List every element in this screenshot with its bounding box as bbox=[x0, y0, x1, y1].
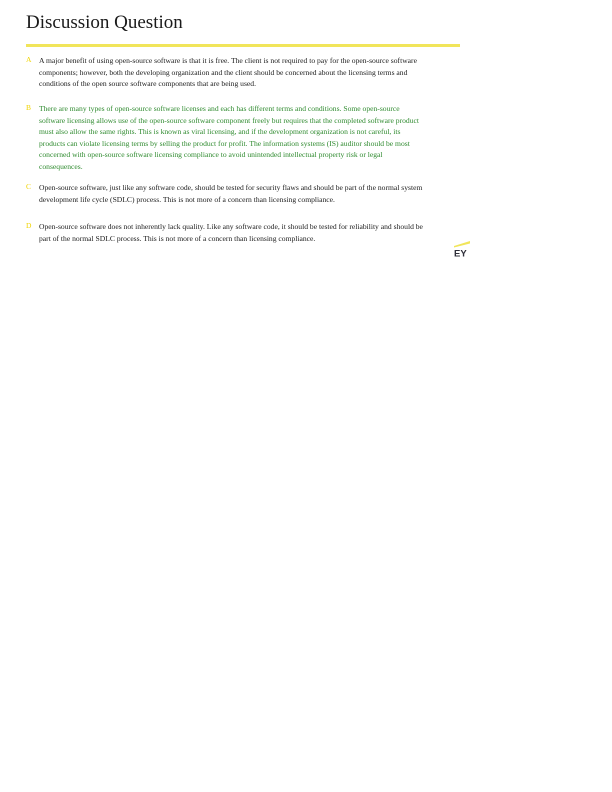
answer-letter: A bbox=[26, 55, 32, 64]
answer-option-c bbox=[26, 182, 426, 205]
answer-letter: C bbox=[26, 182, 32, 191]
answer-option-b bbox=[26, 103, 426, 173]
answer-text: Open-source software, just like any software code, should be tested for security flaws and should be part of the normal system development life cycle (SDLC) process. This is not more of a concern than licensing compliance. bbox=[39, 183, 423, 204]
answer-text: Open-source software does not inherently lack quality. Like any software code, it should be tested for reliability and should be part of the normal SDLC process. This is not more of a concern than licensing compliance. bbox=[39, 222, 423, 243]
page-title: Discussion Question bbox=[26, 12, 183, 33]
ey-logo-text: EY bbox=[454, 248, 467, 258]
answer-text: There are many types of open-source software licenses and each has different terms and conditions. Some open-source software licensing allows use of the open-source software component freely but requires that the completed software product must also allow the same rights. This is known as viral licensing, and if the development organization is not careful, its products can violate licensing terms by selling the product for profit. The information systems (IS) auditor should be most concerned with open-source software licensing compliance to avoid unintended intellectual property risk or legal consequences. bbox=[39, 104, 419, 171]
answer-letter: D bbox=[26, 221, 32, 230]
answer-option-d bbox=[26, 221, 426, 244]
answer-letter: B bbox=[26, 103, 32, 112]
answer-option-a bbox=[26, 55, 426, 90]
ey-logo bbox=[452, 240, 472, 258]
answer-text: A major benefit of using open-source software is that it is free. The client is not required to pay for the open-source software components; however, both the developing organization and the client should be concerned about the licensing terms and conditions of the open source software components that are being used. bbox=[39, 56, 417, 89]
ey-beam-icon bbox=[454, 241, 470, 248]
ey-logo-mark bbox=[452, 240, 472, 258]
title-underline bbox=[26, 44, 460, 47]
